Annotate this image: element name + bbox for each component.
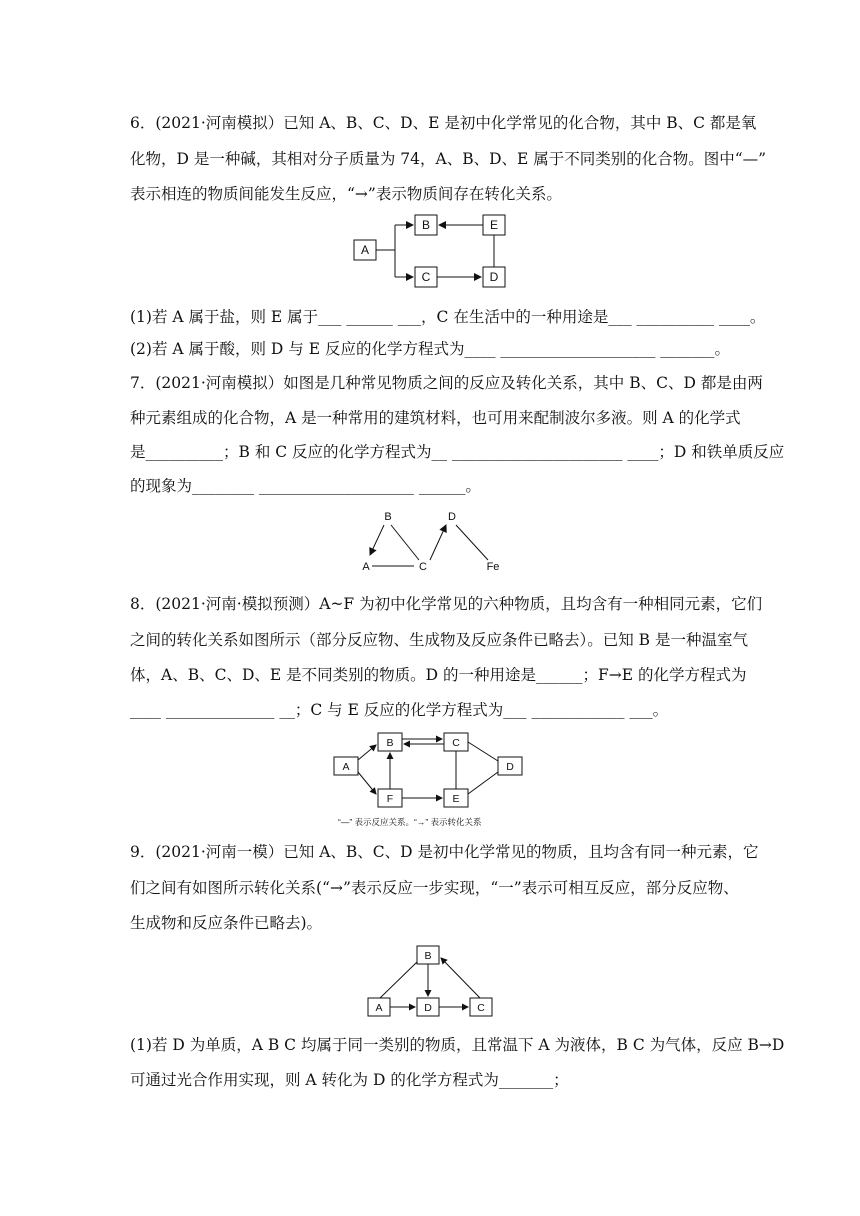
q9-sub1-line-2: 可通过光合作用实现，则 A 转化为 D 的化学方程式为_______； — [130, 1071, 569, 1089]
q7-line-3: 是__________；B 和 C 反应的化学方程式为__ ______________________ ____；D 和铁单质反应 — [130, 443, 785, 461]
q8-node-e: E — [452, 793, 460, 805]
q6-sub1: (1)若 A 属于盐，则 E 属于___ ______ ___，C 在生活中的一种用途是___ __________ ____。 — [130, 308, 766, 326]
q9-node-a: A — [375, 1002, 383, 1014]
q6-sub2: (2)若 A 属于酸，则 D 与 E 反应的化学方程式为____ ____________________ _______。 — [130, 340, 731, 358]
q9-node-b: B — [424, 950, 432, 962]
q7-line-4: 的现象为________ ____________________ ______。 — [130, 477, 481, 495]
q7-node-c: C — [419, 561, 427, 573]
q6-diagram — [340, 205, 530, 290]
q7-diagram — [350, 505, 510, 580]
q6-line-2: 化物，D 是一种碱，其相对分子质量为 74，A、B、D、E 属于不同类别的化合物。图中“—” — [130, 150, 767, 168]
q7-line-2: 种元素组成的化合物，A 是一种常用的建筑材料，也可用来配制波尔多液。则 A 的化学式 — [130, 409, 741, 427]
q6-line-1: 6．(2021·河南模拟）已知 A、B、C、D、E 是初中化学常见的化合物，其中 B、C 都是氧 — [130, 114, 757, 132]
q8-node-c: C — [452, 737, 460, 749]
q6-line-3: 表示相连的物质间能发生反应，“→”表示物质间存在转化关系。 — [130, 185, 562, 203]
q6-node-c: C — [421, 270, 431, 284]
q9-line-3: 生成物和反应条件已略去)。 — [130, 914, 323, 932]
q8-line-2: 之间的转化关系如图所示（部分反应物、生成物及反应条件已略去）。已知 B 是一种温室气 — [130, 631, 748, 649]
q7-node-fe: Fe — [486, 561, 500, 573]
q9-node-d: D — [424, 1002, 432, 1014]
q8-caption: “—” 表示反应关系。“→” 表示转化关系 — [338, 817, 482, 827]
q7-node-b: B — [384, 511, 392, 523]
q6-node-e: E — [489, 218, 499, 232]
q8-node-d: D — [506, 761, 514, 773]
q6-node-a: A — [360, 243, 370, 257]
q9-sub1-line-1: (1)若 D 为单质，A B C 均属于同一类别的物质，且常温下 A 为液体，B C 为气体，反应 B→D — [130, 1036, 785, 1054]
q8-node-f: F — [386, 793, 394, 805]
q8-line-4: ____ ______________ __；C 与 E 反应的化学方程式为___ ____________ ___。 — [130, 701, 669, 719]
q9-diagram — [360, 940, 510, 1022]
q8-diagram — [330, 728, 535, 830]
q8-node-b: B — [386, 737, 394, 749]
q7-node-a: A — [362, 561, 370, 573]
q9-line-2: 们之间有如图所示转化关系(“→”表示反应一步实现，“一”表示可相互反应，部分反应物、 — [130, 879, 739, 897]
q7-node-d: D — [448, 511, 456, 523]
q9-line-1: 9．(2021·河南一模）已知 A、B、C、D 是初中化学常见的物质，且均含有同一种元素，它 — [130, 843, 759, 861]
q6-node-b: B — [421, 218, 431, 232]
q8-line-3: 体，A、B、C、D、E 是不同类别的物质。D 的一种用途是______；F→E 的化学方程式为 — [130, 666, 747, 684]
q6-node-d: D — [489, 270, 499, 284]
q8-line-1: 8．(2021·河南·模拟预测）A~F 为初中化学常见的六种物质，且均含有一种相同元素，它们 — [130, 595, 763, 613]
q8-node-a: A — [342, 761, 350, 773]
q9-node-c: C — [477, 1002, 485, 1014]
q7-line-1: 7．(2021·河南模拟）如图是几种常见物质之间的反应及转化关系，其中 B、C、D 都是由两 — [130, 374, 763, 392]
